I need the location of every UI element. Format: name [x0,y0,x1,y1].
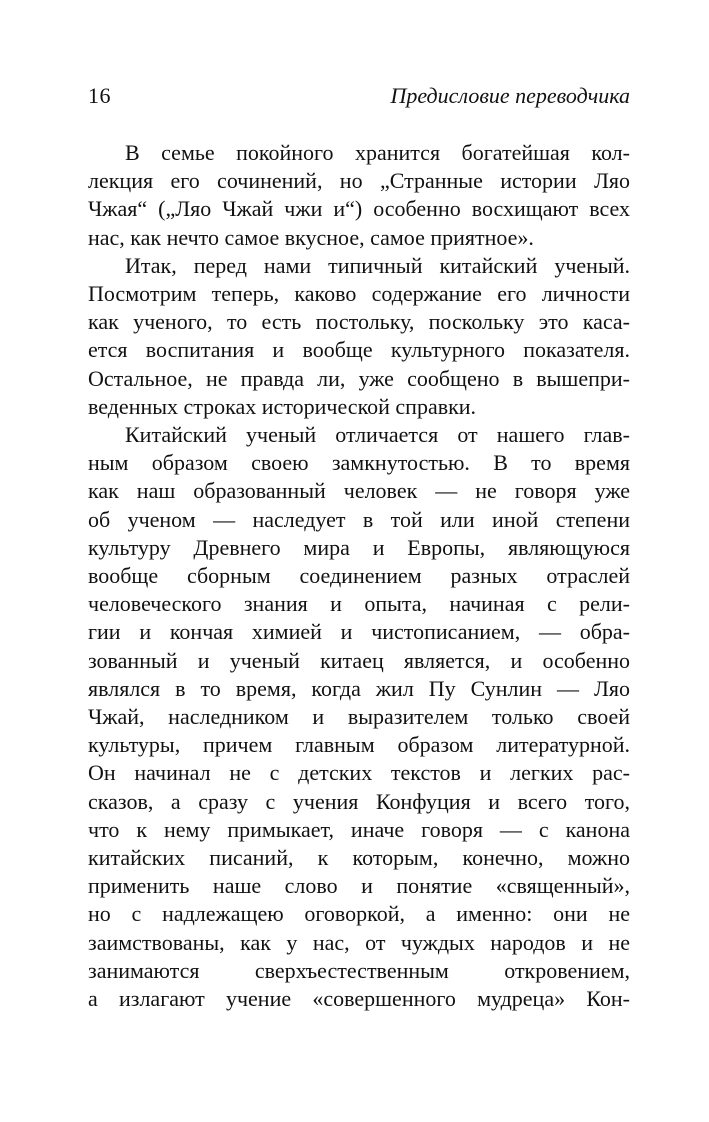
text-line: зованный и ученый китаец является, и особенно [88,647,630,673]
text-line: а излагают учение «совершенного мудреца» Кон- [88,986,630,1012]
text-line: заимствованы, как у нас, от чуждых народов и не [88,929,630,955]
text-line: гии и кончая химией и чистописанием, — обра- [88,619,630,645]
text-line: Чжай, наследником и выразителем только своей [88,704,630,730]
text-line: Посмотрим теперь, каково содержание его личности [88,281,630,307]
text-line: Чжая“ („Ляо Чжай чжи и“) особенно восхищают всех [88,196,630,222]
text-line: об ученом — наследует в той или иной степени [88,506,630,532]
running-title: Предисловие переводчика [390,83,630,108]
text-line: сказов, а сразу с учения Конфуция и всего того, [88,788,630,814]
body-text [88,139,630,1013]
text-line: культуры, причем главным образом литературной. [88,732,630,758]
text-line: как наш образованный человек — не говоря уже [88,478,630,504]
text-line: Итак, перед нами типичный китайский ученый. [125,252,630,278]
text-line: но с надлежащею оговоркой, а именно: они не [88,901,630,927]
text-line: Он начинал не с детских текстов и легких рас- [88,760,630,786]
text-line: человеческого знания и опыта, начиная с рели- [88,591,630,617]
text-line: культуру Древнего мира и Европы, являющуюся [88,534,630,560]
text-line: веденных строках исторической справки. [88,393,477,419]
text-line: применить наше слово и понятие «священный», [88,873,630,899]
text-line: являлся в то время, когда жил Пу Сунлин — Ляо [88,675,630,701]
text-line: что к нему примыкает, иначе говоря — с канона [88,816,630,842]
running-head [88,84,630,108]
text-line: как ученого, то есть постольку, поскольку это каса- [88,309,630,335]
text-line: нас, как нечто самое вкусное, самое приятное». [88,224,534,250]
text-line: вообще сборным соединением разных отраслей [88,563,630,589]
text-line: лекция его сочинений, но „Странные истории Ляо [88,168,630,194]
text-line: Остальное, не правда ли, уже сообщено в вышепри- [88,365,630,391]
text-line: В семье покойного хранится богатейшая кол- [125,140,630,165]
page-number: 16 [88,83,111,108]
text-line: ным образом своею замкнутостью. В то время [88,450,630,476]
text-line: занимаются сверхъестественным откровением, [88,957,630,983]
text-line: китайских писаний, к которым, конечно, можно [88,845,630,871]
text-line: Китайский ученый отличается от нашего глав- [125,422,630,448]
text-line: ется воспитания и вообще культурного показателя. [88,337,630,363]
